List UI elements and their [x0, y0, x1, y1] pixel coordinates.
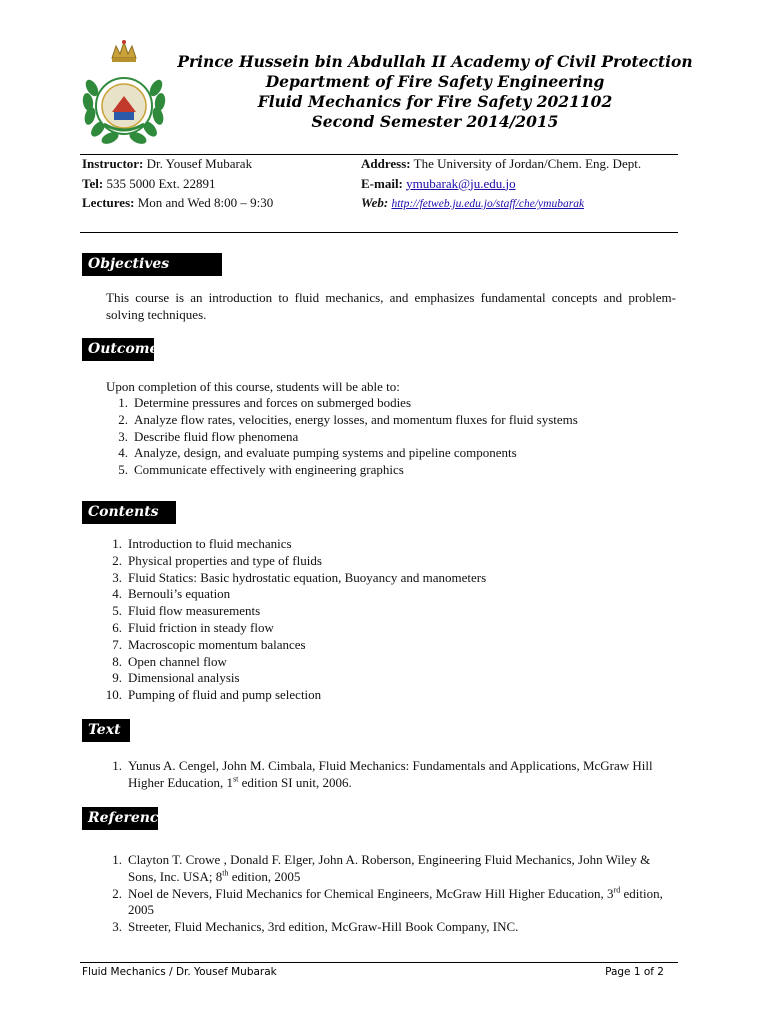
list-text: Introduction to fluid mechanics — [128, 536, 292, 551]
list-number: 5. — [112, 603, 122, 619]
instructor-label: Instructor: — [82, 156, 144, 171]
references-list — [104, 852, 676, 936]
list-number: 9. — [112, 670, 122, 686]
list-text: Determine pressures and forces on submerged bodies — [134, 395, 412, 410]
list-text: Dimensional analysis — [128, 670, 240, 686]
department-name: Department of Fire Safety Engineering — [265, 72, 605, 91]
list-number: 3. — [112, 569, 122, 585]
text-heading: Text — [82, 719, 130, 742]
list-number: 3. — [112, 919, 122, 935]
list-number: 1. — [112, 536, 122, 551]
list-text: Noel de Nevers, Fluid Mechanics for Chemical Engineers, McGraw Hill Higher Education, 3 — [128, 885, 614, 901]
list-text: Fluid Statics: Basic hydrostatic equation, Buoyancy and manometers — [128, 569, 487, 585]
list-text: Open channel flow — [128, 653, 227, 669]
list-item — [110, 462, 680, 479]
list-text: Streeter, Fluid Mechanics, 3rd edition, McGraw-Hill Book Company, INC. — [128, 919, 519, 935]
instructor-value: Dr. Yousef Mubarak — [146, 156, 253, 171]
list-number: 5. — [118, 462, 128, 478]
outcomes-list — [110, 395, 680, 479]
address-value: The University of Jordan/Chem. Eng. Dept. — [413, 156, 642, 171]
list-item — [104, 536, 684, 553]
email-label: E-mail: — [361, 175, 403, 191]
list-item — [104, 603, 684, 620]
list-item — [110, 412, 680, 429]
list-item — [110, 395, 680, 412]
list-item — [104, 758, 676, 792]
list-number: 1. — [112, 758, 122, 773]
address-row — [361, 154, 681, 174]
lectures-value: Mon and Wed 8:00 – 9:30 — [137, 195, 274, 210]
web-label: Web: — [361, 195, 389, 210]
list-number: 2. — [118, 411, 128, 427]
list-item — [110, 445, 680, 462]
lectures-label: Lectures: — [82, 195, 135, 210]
tel-label: Tel: — [82, 175, 104, 191]
list-item — [104, 670, 684, 687]
email-link[interactable]: ymubarak@ju.edu.jo — [406, 175, 516, 191]
objectives-text: This course is an introduction to fluid mechanics, and emphasizes fundamental concepts and problem-solving techniques. — [106, 290, 676, 322]
list-item — [104, 637, 684, 654]
list-text: edition, 2005 — [228, 868, 301, 884]
web-row — [361, 193, 681, 215]
list-number: 4. — [112, 586, 122, 602]
email-row — [361, 174, 681, 194]
instructor-info — [82, 154, 362, 213]
list-text: Communicate effectively with engineering graphics — [134, 462, 404, 478]
semester: Second Semester 2014/2015 — [311, 112, 559, 131]
instructor-row — [82, 154, 362, 174]
list-number: 10. — [105, 687, 122, 703]
address-label: Address: — [361, 156, 411, 171]
list-text: edition SI unit, 2006. — [238, 774, 352, 790]
list-number: 6. — [112, 619, 122, 635]
superscript: th — [222, 868, 229, 878]
tel-row — [82, 174, 362, 194]
list-text: Clayton T. Crowe , Donald F. Elger, John A. Roberson, Engineering Fluid Mechanics, John Wiley & Sons, Inc. USA; 8 — [128, 852, 651, 884]
list-item — [110, 429, 680, 446]
outcomes-intro: Upon completion of this course, students will be able to: — [106, 379, 400, 394]
list-item — [104, 886, 676, 920]
contact-info — [361, 154, 681, 215]
list-number: 7. — [112, 636, 122, 652]
objectives-heading: Objectives — [82, 253, 222, 276]
list-text: Macroscopic momentum balances — [128, 636, 306, 652]
references-heading: References — [82, 807, 158, 830]
outcomes-heading: Outcomes — [82, 338, 154, 361]
superscript: rd — [613, 885, 621, 895]
list-text: Fluid friction in steady flow — [128, 619, 274, 635]
list-item — [104, 570, 684, 587]
list-text: Analyze flow rates, velocities, energy losses, and momentum fluxes for fluid systems — [134, 411, 578, 427]
academy-name: Prince Hussein bin Abdullah II Academy of Civil Protection — [177, 52, 693, 71]
list-text: Describe fluid flow phenomena — [134, 428, 299, 444]
superscript: st — [233, 774, 239, 784]
lectures-row — [82, 193, 362, 213]
list-number: 8. — [112, 653, 122, 669]
list-number: 3. — [118, 428, 128, 444]
list-item — [104, 586, 684, 603]
document-header — [150, 52, 720, 132]
list-item — [104, 553, 684, 570]
list-number: 1. — [112, 852, 122, 867]
list-text: Physical properties and type of fluids — [128, 552, 322, 568]
contents-list — [104, 536, 684, 704]
tel-value: 535 5000 Ext. 22891 — [106, 175, 216, 191]
course-title: Fluid Mechanics for Fire Safety 2021102 — [257, 92, 613, 111]
text-list — [104, 758, 676, 792]
list-text: edition, 2005 — [128, 885, 663, 918]
list-text: Analyze, design, and evaluate pumping systems and pipeline components — [134, 445, 517, 461]
info-divider — [80, 232, 678, 233]
list-text: Bernouli’s equation — [128, 586, 231, 602]
list-text: Pumping of fluid and pump selection — [128, 687, 322, 703]
list-item — [104, 654, 684, 671]
list-item — [104, 687, 684, 704]
list-item — [104, 852, 676, 886]
list-number: 2. — [112, 552, 122, 568]
list-number: 2. — [112, 885, 122, 901]
page-number: Page 1 of 2 — [605, 966, 664, 978]
contents-heading: Contents — [82, 501, 176, 524]
list-item — [104, 919, 676, 936]
footer-left: Fluid Mechanics / Dr. Yousef Mubarak — [82, 966, 277, 978]
web-link[interactable]: http://fetweb.ju.edu.jo/staff/che/ymubarak — [391, 198, 585, 210]
list-number: 4. — [118, 445, 128, 461]
footer-divider — [80, 962, 678, 963]
list-number: 1. — [118, 395, 128, 410]
list-item — [104, 620, 684, 637]
list-text: Fluid flow measurements — [128, 603, 261, 619]
list-text: Yunus A. Cengel, John M. Cimbala, Fluid Mechanics: Fundamentals and Applications, McGraw Hill Higher Education, 1 — [128, 758, 653, 790]
